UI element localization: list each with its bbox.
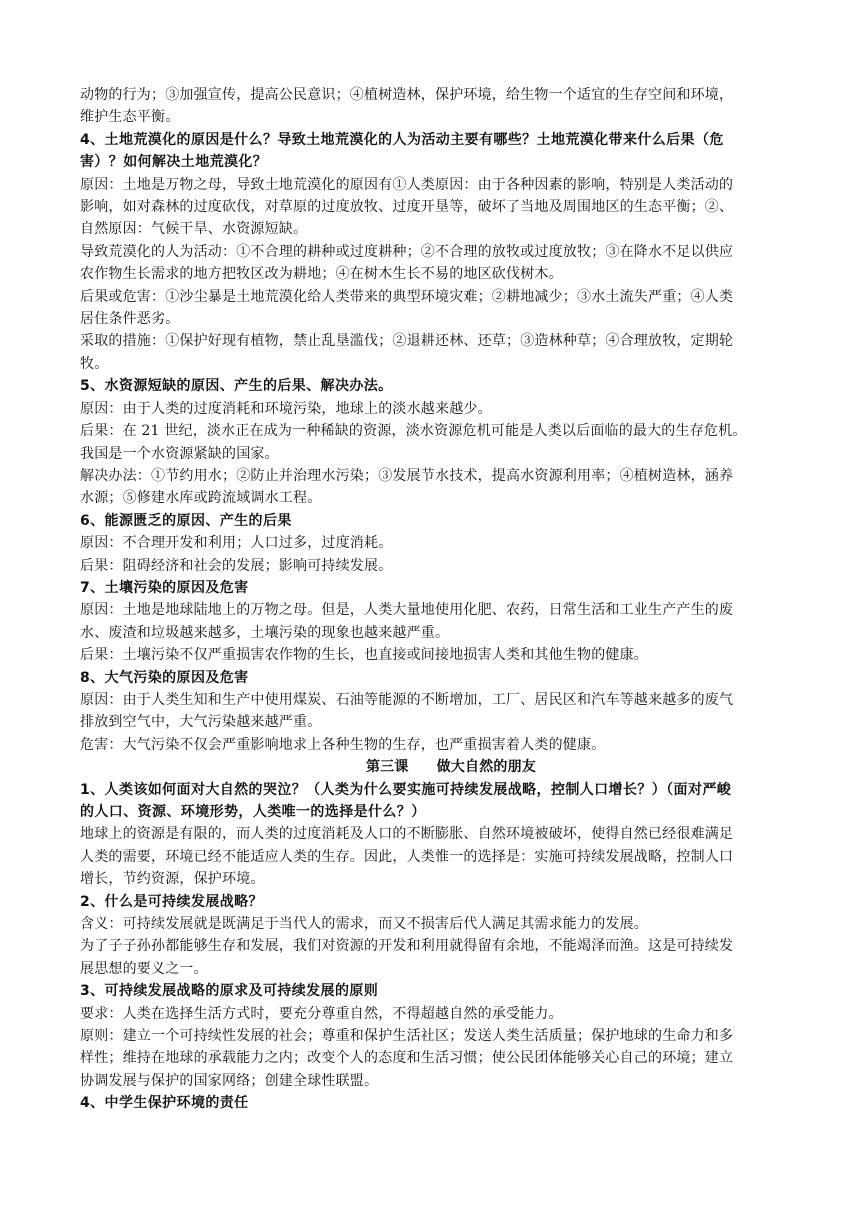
question-heading: 害）？如何解决土地荒漠化？ [80, 154, 268, 171]
paragraph-line: 水、废渣和垃圾越来越多，土壤污染的现象也越来越严重。 [80, 624, 450, 641]
question-heading: 7、土壤污染的原因及危害 [80, 579, 249, 596]
paragraph-line: 为了子子孙孙都能够生存和发展，我们对资源的开发和利用就得留有余地，不能竭泽而渔。这是可持续发 [80, 938, 734, 955]
paragraph-line: 我国是一个水资源紧缺的国家。 [80, 445, 279, 462]
paragraph-line: 原因：由于人类的过度消耗和环境污染，地球上的淡水越来越少。 [80, 400, 492, 417]
lesson-name: 做大自然的朋友 [436, 759, 536, 776]
lesson-number: 第三课 [365, 759, 409, 776]
paragraph-line: 后果：阻碍经济和社会的发展；影响可持续发展。 [80, 557, 393, 574]
lesson-title [80, 756, 782, 778]
paragraph-line: 居住条件恶劣。 [80, 311, 180, 328]
paragraph-line: 展思想的要义之一。 [80, 960, 208, 977]
paragraph-line: 危害：大气污染不仅会严重影响地求上各种生物的生存，也严重损害着人类的健康。 [80, 736, 606, 753]
paragraph-line: 后果：在 21 世纪，淡水正在成为一种稀缺的资源，淡水资源危机可能是人类以后面临的最大的生存危机。 [80, 423, 747, 440]
paragraph-line: 含义：可持续发展就是既满足于当代人的需求，而又不损害后代人满足其需求能力的发展。 [80, 916, 648, 933]
question-heading: 6、能源匮乏的原因、产生的后果 [80, 512, 292, 529]
paragraph-line: 增长，节约资源，保护环境。 [80, 871, 265, 888]
paragraph-line: 维护生态平衡。 [80, 109, 180, 126]
question-heading: 5、水资源短缺的原因、产生的后果、解决办法。 [80, 378, 393, 395]
question-heading: 2、什么是可持续发展战略？ [80, 893, 263, 910]
paragraph-line: 水源；⑤修建水库或跨流域调水工程。 [80, 490, 322, 507]
paragraph-line: 原因：土地是地球陆地上的万物之母。但是，人类大量地使用化肥、农药，日常生活和工业生产产生的废 [80, 602, 734, 619]
paragraph-line: 排放到空气中，大气污染越来越严重。 [80, 714, 322, 731]
paragraph-line: 采取的措施：①保护好现有植物，禁止乱垦滥伐；②退耕还林、还草；③造林种草；④合理放牧，定期轮 [80, 333, 734, 350]
paragraph-line: 影响，如对森林的过度砍伐，对草原的过度放牧、过度开垦等，破坏了当地及周围地区的生态平衡；②、 [80, 199, 734, 216]
question-heading: 4、中学生保护环境的责任 [80, 1095, 249, 1112]
paragraph-line: 解决办法：①节约用水；②防止并治理水污染；③发展节水技术，提高水资源利用率；④植树造林，涵养 [80, 467, 734, 484]
question-heading: 8、大气污染的原因及危害 [80, 669, 249, 686]
question-heading: 的人口、资源、环境形势，人类唯一的选择是什么？） [80, 804, 426, 820]
paragraph-line: 要求：人类在选择生活方式时，要充分尊重自然，不得超越自然的承受能力。 [80, 1005, 563, 1022]
paragraph-line: 人类的需要，环境已经不能适应人类的生存。因此，人类惟一的选择是：实施可持续发展战略，控制人口 [80, 848, 734, 865]
question-heading: 4、土地荒漠化的原因是什么？导致土地荒漠化的人为活动主要有哪些？土地荒漠化带来什么后果（危 [80, 131, 724, 148]
paragraph-line: 后果或危害：①沙尘暴是土地荒漠化给人类带来的典型环境灾难；②耕地减少；③水土流失严重；④人类 [80, 288, 734, 305]
paragraph-line: 牧。 [80, 355, 109, 372]
paragraph-line: 协调发展与保护的国家网络；创建全球性联盟。 [80, 1072, 379, 1089]
question-heading: 1、人类该如何面对大自然的哭泣？（人类为什么要实施可持续发展战略，控制人口增长？）（面对严峻 [80, 781, 732, 798]
document-page [80, 84, 782, 1115]
paragraph-line: 原则：建立一个可持续性发展的社会；尊重和保护生活社区；发送人类生活质量；保护地球的生命力和多 [80, 1028, 734, 1045]
paragraph-line: 样性；维持在地球的承载能力之内；改变个人的态度和生活习惯；使公民团体能够关心自己的环境；建立 [80, 1050, 734, 1067]
paragraph-line: 导致荒漠化的人为活动：①不合理的耕种或过度耕种；②不合理的放牧或过度放牧；③在降水不足以供应 [80, 243, 734, 260]
paragraph-line: 地球上的资源是有限的，而人类的过度消耗及人口的不断膨胀、自然环境被破坏，使得自然已经很难满足 [80, 826, 734, 843]
paragraph-line: 自然原因：气候干旱、水资源短缺。 [80, 221, 308, 238]
question-heading: 3、可持续发展战略的原求及可持续发展的原则 [80, 983, 379, 1000]
paragraph-line: 后果：土壤污染不仅严重损害农作物的生长，也直接或间接地损害人类和其他生物的健康。 [80, 647, 648, 664]
paragraph-line: 农作物生长需求的地方把牧区改为耕地；④在树木生长不易的地区砍伐树木。 [80, 266, 563, 283]
paragraph-line: 原因：由于人类生知和生产中使用煤炭、石油等能源的不断增加，工厂、居民区和汽车等越来越多的废气 [80, 691, 734, 708]
paragraph-line: 原因：不合理开发和利用；人口过多，过度消耗。 [80, 535, 393, 552]
paragraph-line: 原因：土地是万物之母，导致土地荒漠化的原因有①人类原因：由于各种因素的影响，特别是人类活动的 [80, 176, 734, 193]
paragraph-line: 动物的行为；③加强宣传，提高公民意识；④植树造林，保护环境，给生物一个适宜的生存空间和环境， [80, 87, 734, 103]
